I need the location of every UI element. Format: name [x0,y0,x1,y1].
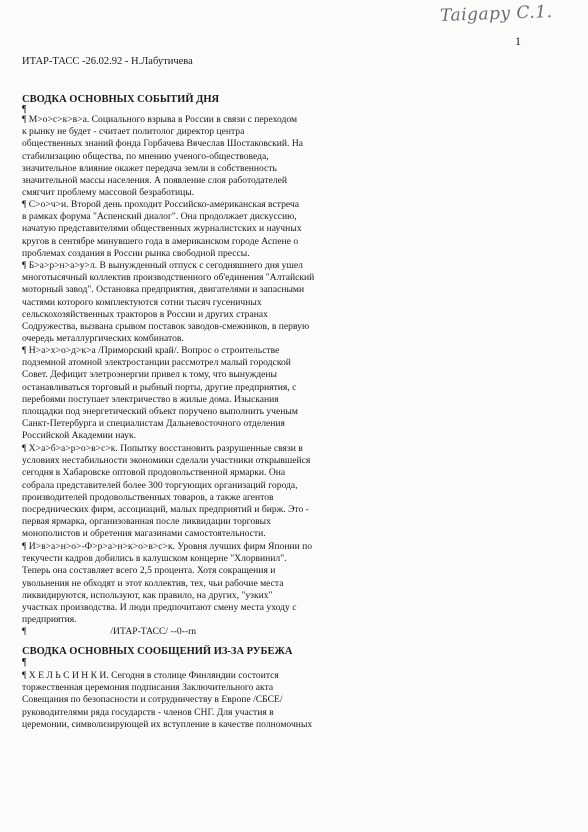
document-header: ИТАР-ТАСС -26.02.92 - Н.Лабутичева [22,56,193,67]
section-end-mark: ¶ /ИТАР-ТАСС/ --0--rn [22,626,197,637]
news-paragraph-sochi: ¶ С>о>ч>и. Второй день проходит Российско-американская встреча в рамках форума "Аспенский диалог". Она продолжает дискуссию, начатую представителями общественных журналистских и научных кругов в сентябре минувшего года в американском городе Аспене о проблемах создания в России рынка свободной прессы. [22,199,302,259]
handwritten-note: Taigapy C.1. [439,2,553,26]
section-title-foreign: СВОДКА ОСНОВНЫХ СООБЩЕНИЙ ИЗ-ЗА РУБЕЖА [22,646,293,657]
news-paragraph-ivano-frankovsk: ¶ И>в>а>н>о>-Ф>р>а>н>к>о>в>с>к. Уровня лучших фирм Японии по текучести кадров добились в калушском концерне "Хлорвинил". Теперь она составляет всего 2,5 процента. Хотя сокращения и увольнения не обходят и этот коллектив, тех, чьи рабочие места ликвидируются, используют, как правило, на других, "узких" участках производства. И люди предпочитают смену места уходу с предприятия. [22,541,313,626]
news-paragraph-barnaul: ¶ Б>а>р>н>а>у>л. В вынужденный отпуск с сегодняшнего дня ушел многотысячный коллектив производственного об'единения "Алтайский моторный завод". Остановка предприятия, двигателями и запасными частями которого комплектуются сотни тысяч гусеничных сельскохозяйственных тракторов в России и других странах Содружества, вызвана срывом поставок заводов-смежников, в первую очередь металлургических комбинатов. [22,260,315,345]
news-paragraph-helsinki: ¶ Х Е Л Ь С И Н К И. Сегодня в столице Финляндии состоится торжественная церемония подписания Заключительного акта Совещания по безопасности и сотрудничеству в Европе /СБСЕ/ руководителями ряда государств - членов СНГ. Для участия в церемонии, символизирующей их вступление в качестве полномочных [22,670,313,730]
news-paragraph-moscow: ¶ М>о>с>к>в>а. Социального взрыва в России в связи с переходом к рынку не будет - считает политолог директор центра общественных знаний фонда Горбачева Вячеслав Шостаковский. На стабилизацию общества, по мнению ученого-обществоведа, значительное влияние окажет передача земли в собственность значительной массы населения. А появление слоя работодателей смягчит проблему массовой безработицы. [22,114,304,199]
news-paragraph-khabarovsk: ¶ Х>а>б>а>р>о>в>с>к. Попытку восстановить разрушенные связи в условиях нестабильности экономики сделали участники открывшейся сегодня в Хабаровске оптовой продовольственной ярмарки. Она собрала представителей более 300 торгующих организаций города, производителей продовольственных товаров, а также агентов посреднических фирм, ассоциаций, малых предприятий и бирж. Это - первая ярмарка, организованная после ликвидации торговых монополистов и обретения магазинами самостоятельности. [22,443,311,540]
page-number: 1 [515,34,521,48]
pilcrow-mark: ¶ [22,657,27,668]
news-paragraph-nakhodka: ¶ Н>а>х>о>д>к>а /Приморский край/. Вопрос о строительстве подземной атомной электростанции рассмотрел малый городской Совет. Дефицит элетроэнергии привел к тому, что вынуждены останавливаться торговый и рыбный порты, другие предприятия, с перебоями поступает электричество в жилые дома. Изыскания площадки под энергетический объект поручено выполнить ученым Санкт-Петербурга и специалистам Дальневосточного отделения Российской Академии наук. [22,345,298,442]
pilcrow-mark: ¶ [22,104,27,115]
section-title-events: СВОДКА ОСНОВНЫХ СОБЫТИЙ ДНЯ [22,94,220,105]
